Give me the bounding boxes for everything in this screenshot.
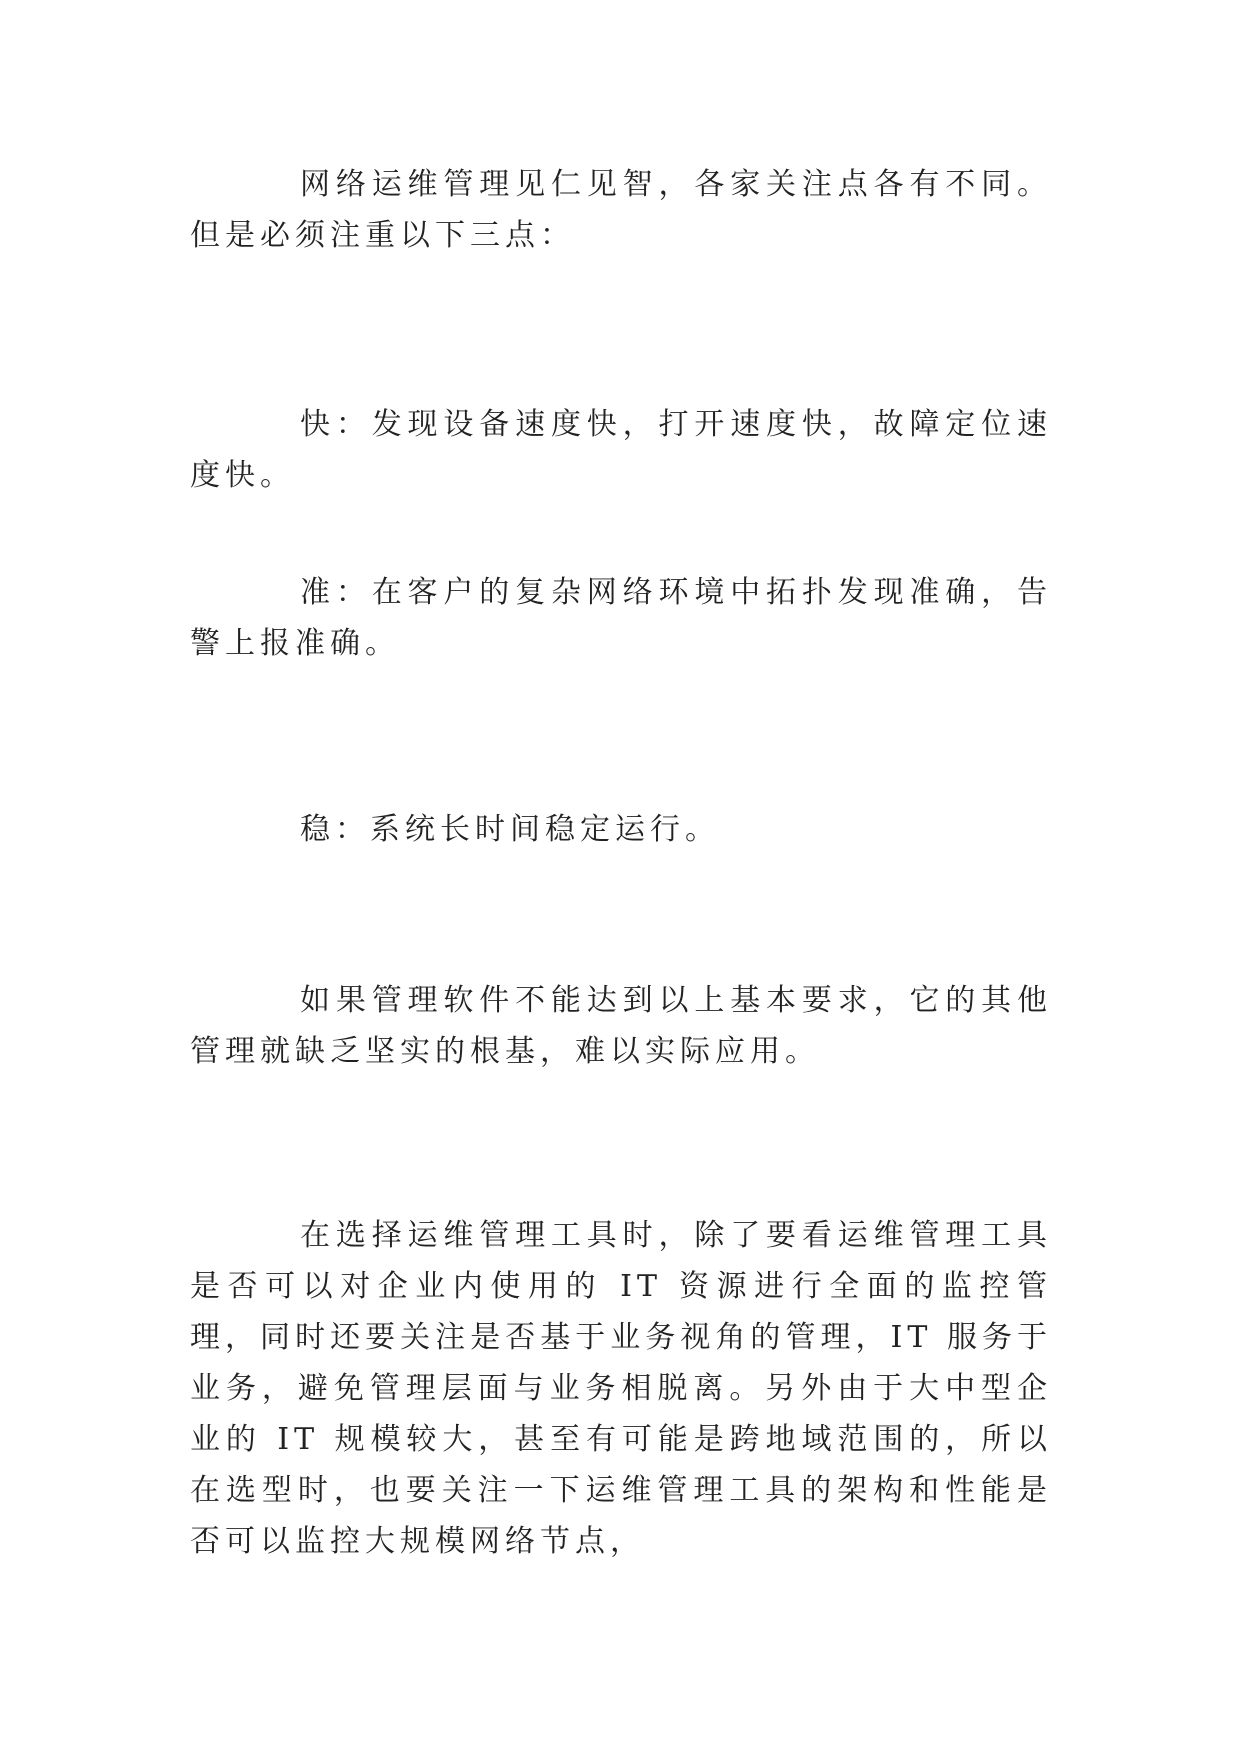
paragraph-fast: 快：发现设备速度快，打开速度快，故障定位速度快。: [190, 407, 1052, 493]
paragraph-intro: 网络运维管理见仁见智，各家关注点各有不同。但是必须注重以下三点：: [190, 167, 1052, 253]
paragraph-stable: 稳：系统长时间稳定运行。: [300, 812, 720, 847]
paragraph-accurate: 准：在客户的复杂网络环境中拓扑发现准确，告警上报准确。: [190, 575, 1052, 661]
paragraph-tool-selection: 在选择运维管理工具时，除了要看运维管理工具是否可以对企业内使用的 IT 资源进行全面的监控管理，同时还要关注是否基于业务视角的管理，IT 服务于业务，避免管理层面与业务相脱离。另外由于大中型企业的 IT 规模较大，甚至有可能是跨地域范围的，所以在选型时，也要关注一下运维管理工具的架构和性能是否可以监控大规模网络节点，: [190, 1218, 1052, 1559]
paragraph-requirements: 如果管理软件不能达到以上基本要求，它的其他管理就缺乏坚实的根基，难以实际应用。: [190, 983, 1052, 1069]
